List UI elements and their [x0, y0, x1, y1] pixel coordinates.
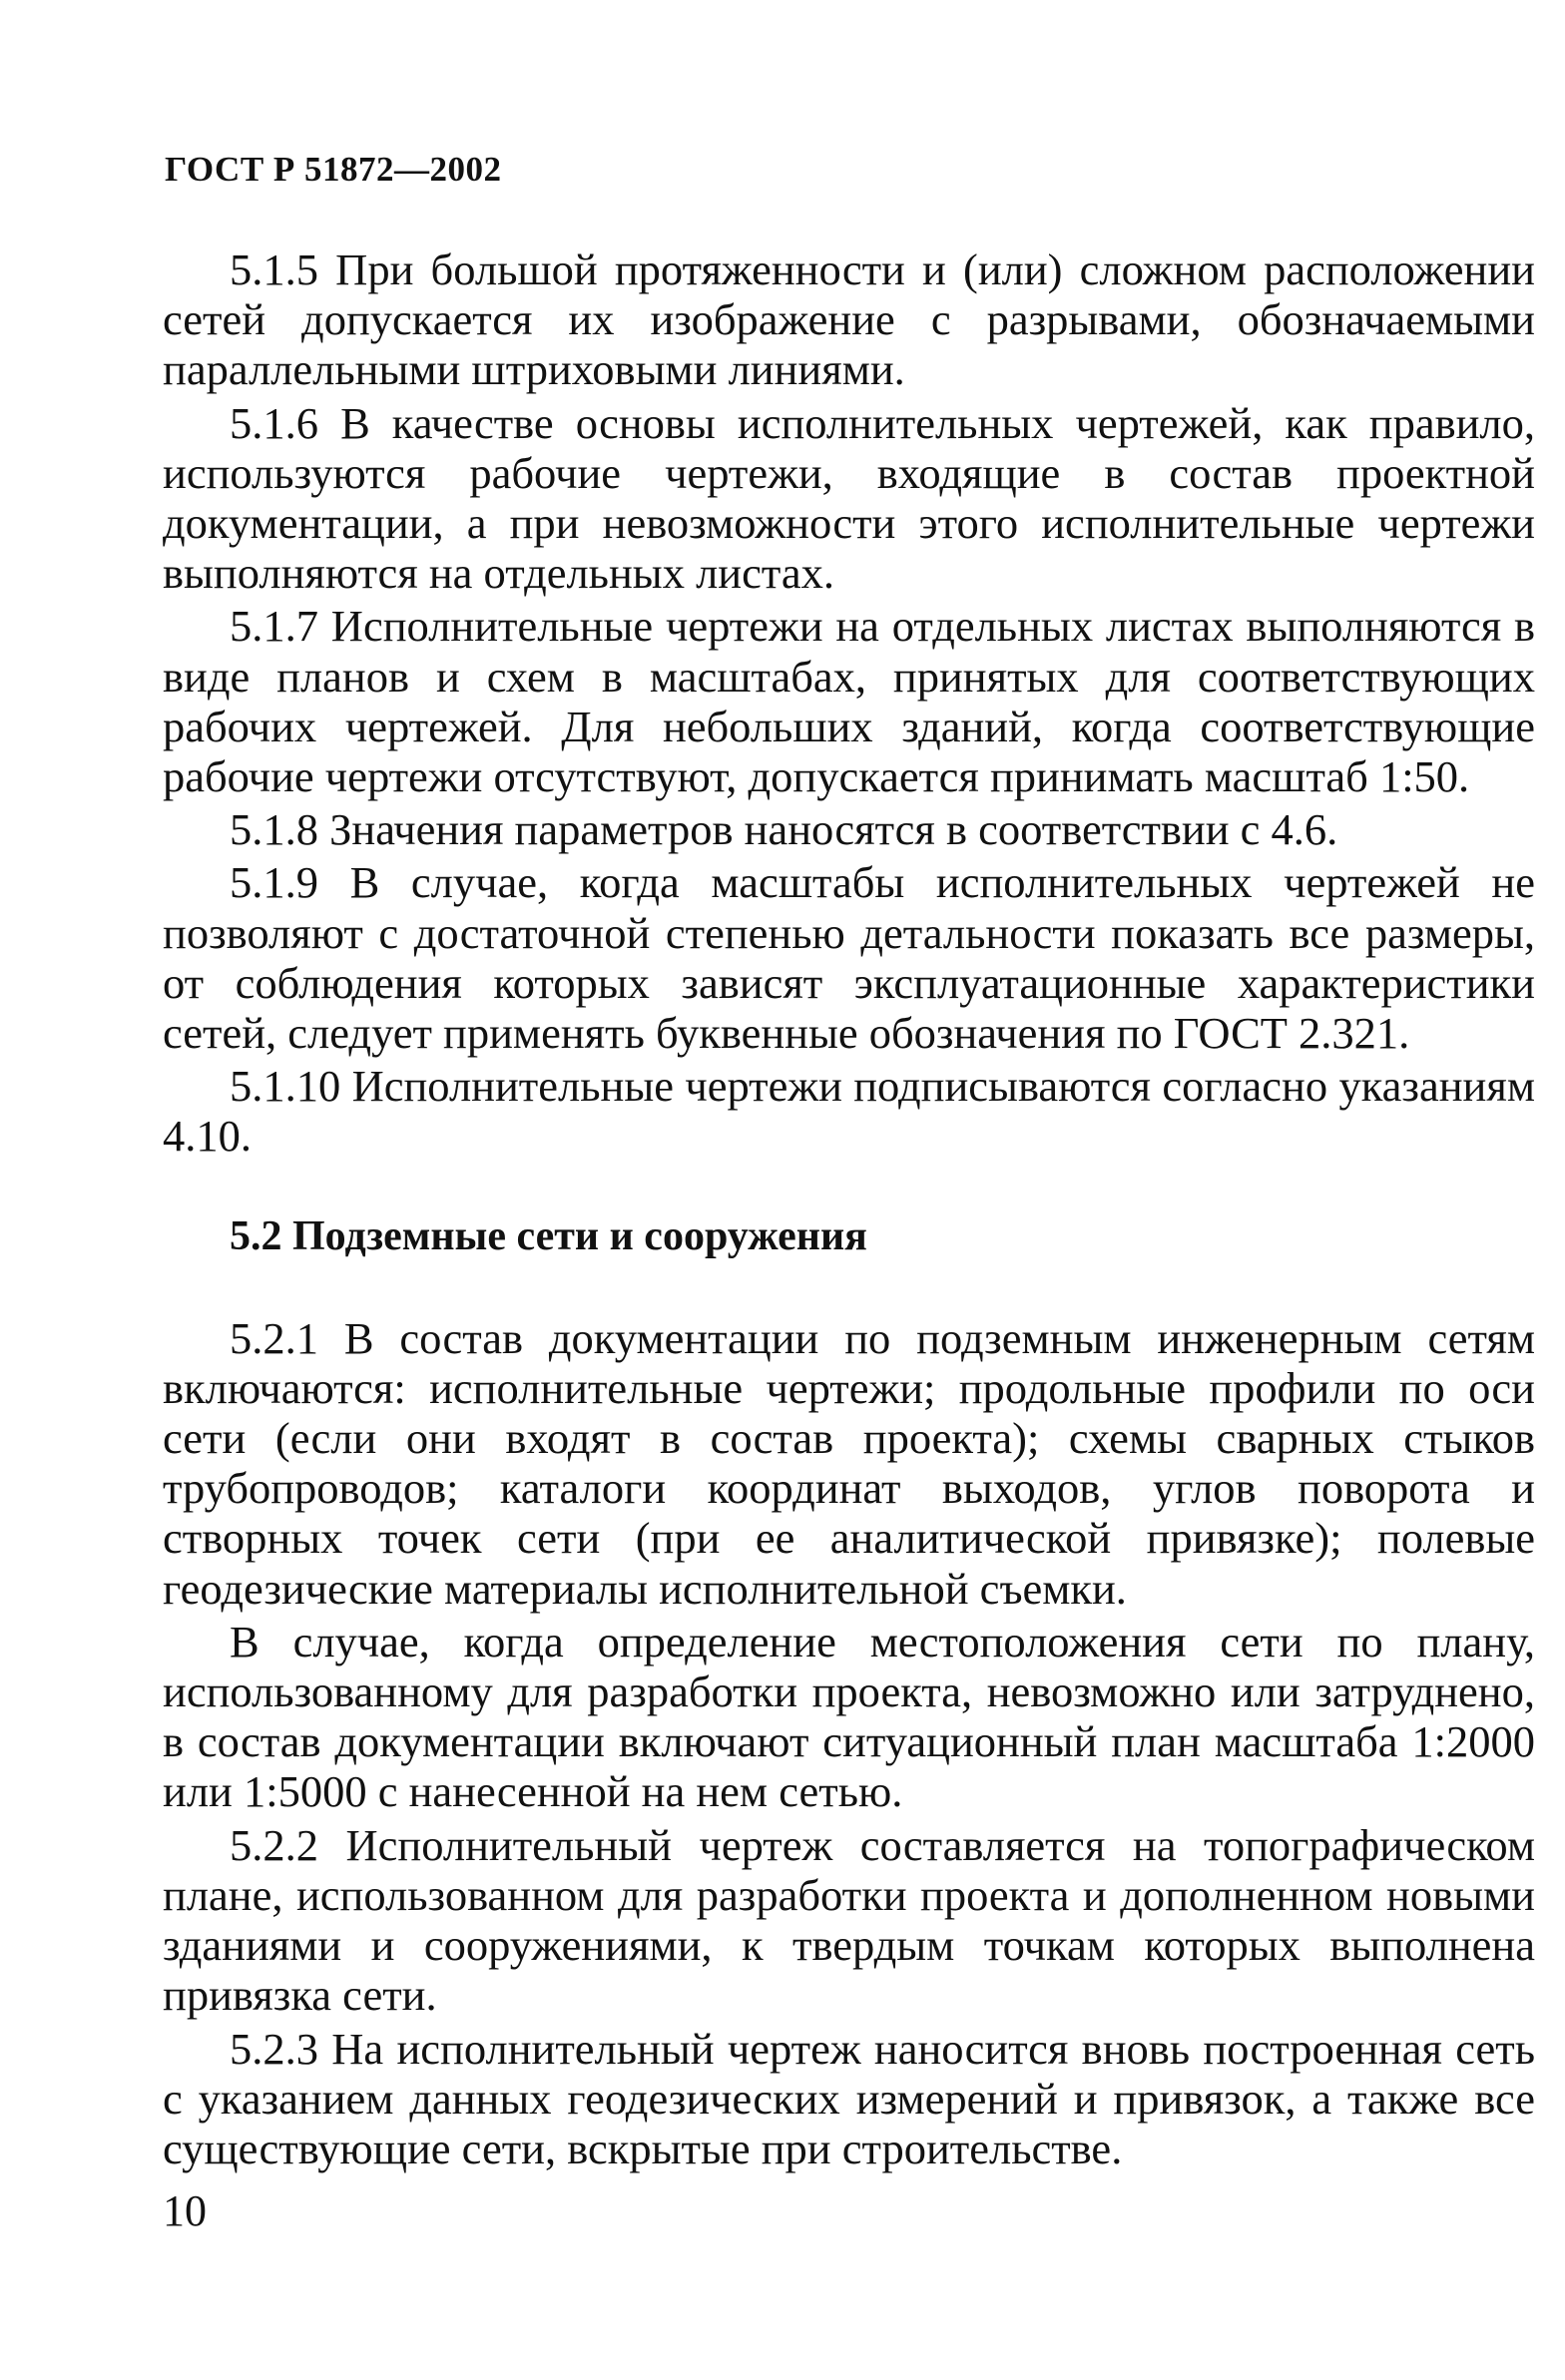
page-number: 10 — [163, 2186, 207, 2235]
paragraph-5-1-5: 5.1.5 При большой протяженности и (или) сложном расположении сетей допускается их изображение с разрывами, обозначаемыми параллельными штриховыми линиями. — [163, 244, 1535, 395]
section-title-5-2: 5.2 Подземные сети и сооружения — [230, 1212, 867, 1259]
document-header: ГОСТ Р 51872—2002 — [165, 150, 502, 189]
paragraph-5-1-9: 5.1.9 В случае, когда масштабы исполнительных чертежей не позволяют с достаточной степенью детальности показать все размеры, от соблюдения которых зависят эксплуатационные характеристики сетей, следует применять буквенные обозначения по ГОСТ 2.321. — [163, 857, 1535, 1059]
paragraph-5-2-1: 5.2.1 В состав документации по подземным инженерным сетям включаются: исполнительные чертежи; продольные профили по оси сети (если они входят в состав проекта); схемы сварных стыков трубопроводов; каталоги координат выходов, углов поворота и створных точек сети (при ее аналитической привязке); полевые геодезические материалы исполнительной съемки. — [163, 1312, 1535, 1614]
paragraph-5-1-7: 5.1.7 Исполнительные чертежи на отдельных листах выполняются в виде планов и схем в масштабах, принятых для соответствующих рабочих чертежей. Для небольших зданий, когда соответствующие рабочие чертежи отсутствуют, допускается принимать масштаб 1:50. — [163, 601, 1535, 802]
paragraph-5-2-2: 5.2.2 Исполнительный чертеж составляется на топографическом плане, использованном для разработки проекта и дополненном новыми зданиями и сооружениями, к твердым точкам которых выполнена привязка сети. — [163, 1819, 1535, 2021]
paragraph-5-1-8: 5.1.8 Значения параметров наносятся в соответствии с 4.6. — [230, 804, 1338, 855]
paragraph-5-2-1-continued: В случае, когда определение местоположения сети по плану, использованному для разработки проекта, невозможно или затруднено, в состав документации включают ситуационный план масштаба 1:2000 или 1:5000 с нанесенной на нем сетью. — [163, 1616, 1535, 1817]
paragraph-5-1-6: 5.1.6 В качестве основы исполнительных чертежей, как правило, используются рабочие чертежи, входящие в состав проектной документации, а при невозможности этого исполнительные чертежи выполняются на отдельных листах. — [163, 397, 1535, 599]
document-body — [163, 244, 1535, 2176]
paragraph-5-1-10: 5.1.10 Исполнительные чертежи подписываются согласно указаниям 4.10. — [163, 1061, 1535, 1162]
paragraph-5-2-3: 5.2.3 На исполнительный чертеж наносится вновь построенная сеть с указанием данных геодезических измерений и привязок, а также все существующие сети, вскрытые при строительстве. — [163, 2023, 1535, 2173]
